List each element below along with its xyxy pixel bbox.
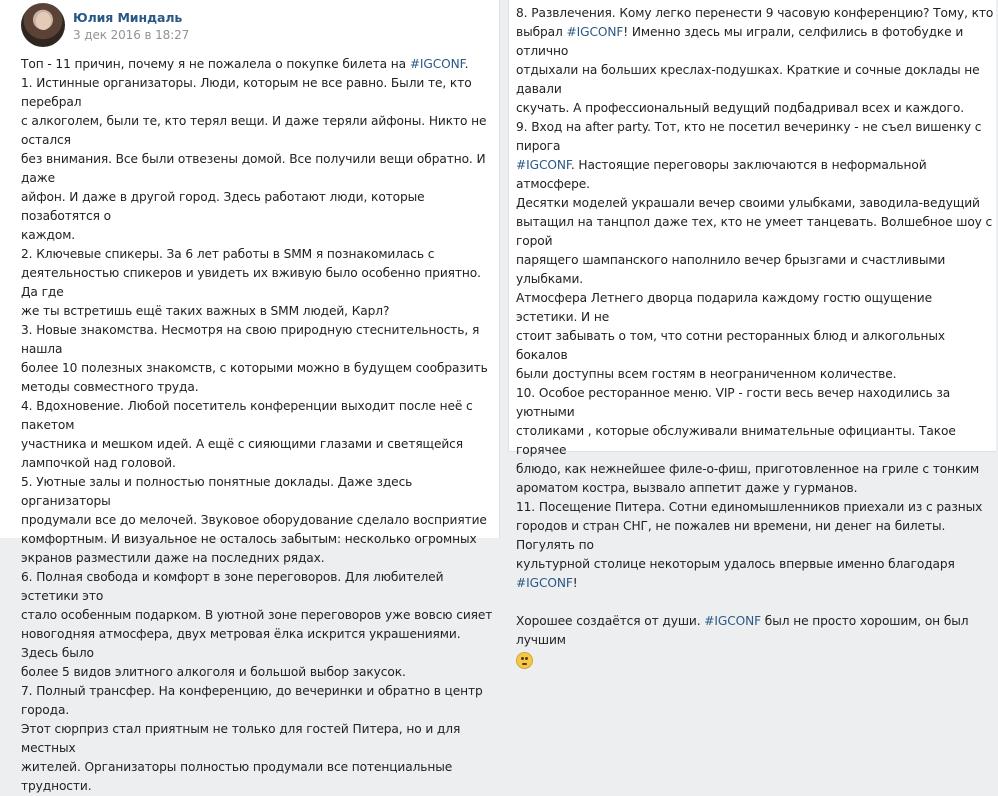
post-paragraph: 4. Вдохновение. Любой посетитель конференции выходит после неё с пакетом участника и мешком идей. А ещё с сияющими глазами и светящейся лампочкой над головой. xyxy=(21,399,473,470)
avatar-face xyxy=(36,12,51,30)
hashtag-link[interactable]: #IGCONF xyxy=(409,57,465,71)
hashtag-link[interactable]: #IGCONF xyxy=(704,614,762,628)
post-left-column xyxy=(0,0,500,793)
post-right-column xyxy=(508,0,996,647)
post-paragraph: 6. Полная свобода и комфорт в зоне переговоров. Для любителей эстетики это стало особенным подарком. В уютной зоне переговоров уже вовсю сияет новогодняя атмосфера, двух метровая ёлка искрится украшениями. Здесь было более 5 видов элитного алкоголя и большой выбор закусок. xyxy=(21,570,493,679)
post-paragraph: 8. Развлечения. Кому легко перенести 9 часовую конференцию? Тому, кто выбрал #IGCONF! Именно здесь мы играли, селфились в фотобудке и отлично отдыхали на больших креслах-подушках. Краткие и сочные доклады не давали скучать. А профессиональный ведущий подбадривал всех и каждого. xyxy=(516,6,994,115)
hashtag-link[interactable]: #IGCONF xyxy=(516,158,571,172)
post-date-link[interactable]: 3 дек 2016 в 18:27 xyxy=(73,28,190,42)
post-paragraph: 7. Полный трансфер. На конференцию, до вечеринки и обратно в центр города. Этот сюрприз стал приятным не только для гостей Питера, но и для местных жителей. Организаторы полностью продумали все потенциальные трудности. xyxy=(21,684,483,793)
post-paragraph xyxy=(516,593,994,612)
avatar[interactable] xyxy=(21,3,65,47)
post-paragraph: 10. Особое ресторанное меню. VIP - гости весь вечер находились за уютными столиками , которые обслуживали внимательные официанты. Такое горячее блюдо, как нежнейшее филе-о-фиш, приготовленное на гриле с тонким ароматом костра, вызвало аппетит даже у гурманов. xyxy=(516,386,980,495)
post-paragraph: Топ - 11 причин, почему я не пожалела о покупке билета на #IGCONF. 1. Истинные организаторы. Люди, которым не все равно. Были те, кто перебрал с алкоголем, были те, кто терял вещи. И даже теряли айфоны. Никто не остался без внимания. Все были отвезены домой. Все получили вещи обратно. И даже айфон. И даже в другой город. Здесь работают люди, которые позаботятся о каждом. xyxy=(21,57,487,242)
post-paragraph: 11. Посещение Питера. Сотни единомышленников приехали из с разных городов и стран СНГ, не пожалев ни времени, ни денег на билеты. Погулять по культурной столице некоторым удалось впервые именно благодаря #IGCONF! xyxy=(516,500,983,590)
author-name-link[interactable]: Юлия Миндаль xyxy=(73,10,183,25)
smiling-face-emoji xyxy=(516,652,533,669)
post-text-right xyxy=(516,4,994,669)
post-paragraph: 9. Вход на after party. Тот, кто не посетил вечеринку - не съел вишенку с пирога #IGCONF. Настоящие переговоры заключаются в неформальной атмосфере. Десятки моделей украшали вечер своими улыбками, заводила-ведущий вытащил на танцпол даже тех, кто не умеет танцевать. Волшебное шоу с горой парящего шампанского наполнило вечер брызгами и счастливыми улыбками. Атмосфера Летнего дворца подарила каждому гостю ощущение эстетики. И не стоит забывать о том, что сотни ресторанных блюд и алкогольных бокалов были доступны всем гостям в неограниченном количестве. xyxy=(516,120,993,381)
post-paragraph: 5. Уютные залы и полностью понятные доклады. Даже здесь организаторы продумали все до мелочей. Звуковое оборудование сделало восприятие комфортным. И визуальное не осталось забытым: несколько огромных экранов разместили даже на последних рядах. xyxy=(21,475,487,565)
hashtag-link[interactable]: #IGCONF xyxy=(566,25,624,39)
post-paragraph: Хорошее создаётся от души. #IGCONF был не просто хорошим, он был лучшим xyxy=(516,612,994,669)
hashtag-link[interactable]: #IGCONF xyxy=(516,576,573,590)
post-paragraph: 2. Ключевые спикеры. За 6 лет работы в SMM я познакомилась с деятельностью спикеров и увидеть их вживую было особенно приятно. Да где же ты встретишь ещё таких важных в SMM людей, Карл? xyxy=(21,247,481,318)
post-text-left xyxy=(21,55,495,796)
post-paragraph: 3. Новые знакомства. Несмотря на свою природную стеснительность, я нашла более 10 полезных знакомств, с которыми можно в будущем сообразить методы совместного труда. xyxy=(21,323,488,394)
